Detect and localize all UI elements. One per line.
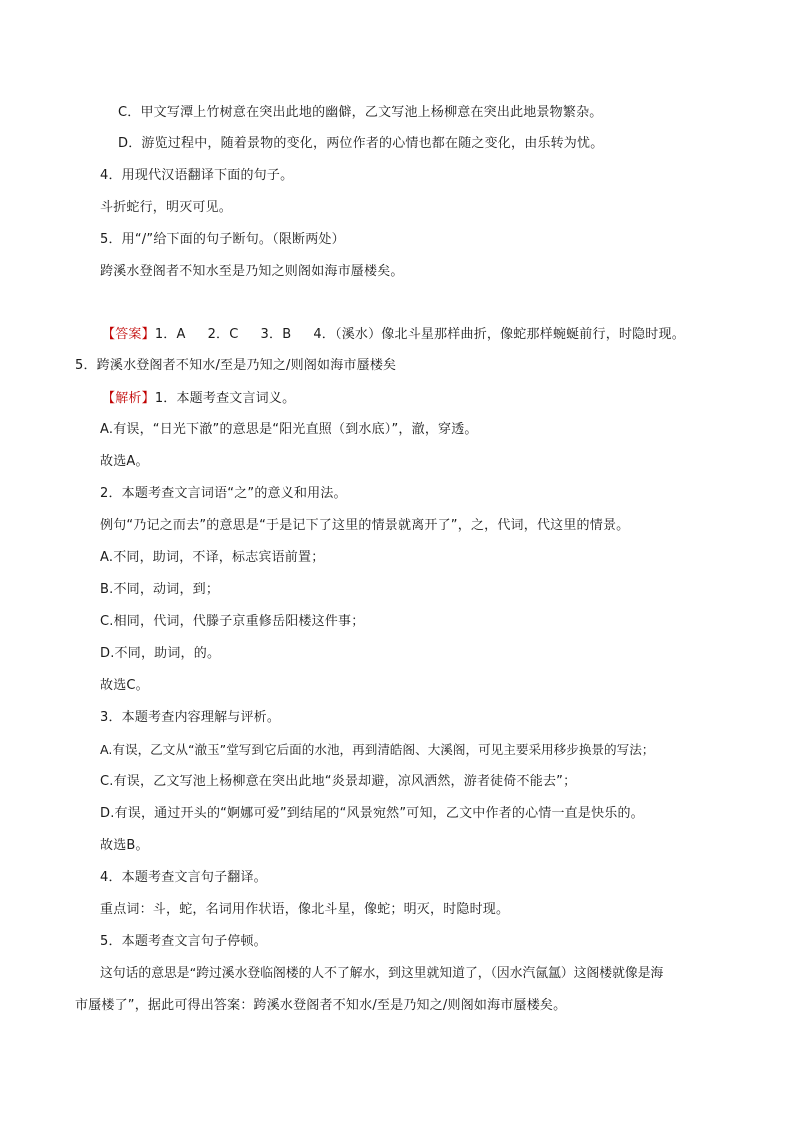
analysis-line-16: 4．本题考查文言句子翻译。	[100, 870, 267, 885]
analysis-tag: 【解析】	[102, 391, 155, 406]
analysis-line-6: A.不同，助词，不译，标志宾语前置；	[100, 550, 325, 565]
option-d: D．游览过程中，随着景物的变化，两位作者的心情也都在随之变化，由乐转为忧。	[118, 136, 604, 151]
analysis-line-8: C.相同，代词，代滕子京重修岳阳楼这件事；	[100, 614, 365, 629]
analysis-line-12: A.有误，乙文从“澈玉”堂写到它后面的水池，再到清皓阁、大溪阁，可见主要采用移步换景的写法；	[100, 742, 655, 757]
analysis-line-1	[102, 389, 295, 409]
answer-line	[102, 325, 685, 345]
answer-5: 5．跨溪水登阁者不知水/至是乃知之/则阁如海市蜃楼矣	[75, 358, 397, 373]
analysis-line-18: 5．本题考查文言句子停顿。	[100, 934, 267, 949]
analysis-line-17: 重点词：斗，蛇，名词用作状语，像北斗星，像蛇；明灭，时隐时现。	[100, 902, 510, 917]
analysis-line-13: C.有误，乙文写池上杨柳意在突出此地“炎景却避，凉风洒然，游者徒倚不能去”；	[100, 774, 577, 789]
analysis-line-11: 3．本题考查内容理解与评析。	[100, 710, 281, 725]
analysis-line-14: D.有误，通过开头的“婀娜可爱”到结尾的“风景宛然”可知，乙文中作者的心情一直是快乐的。	[100, 806, 644, 821]
analysis-text-1: 1．本题考查文言词义。	[154, 391, 296, 406]
analysis-line-9: D.不同，助词，的。	[100, 646, 221, 661]
answer-4: 4．（溪水）像北斗星那样曲折，像蛇那样蜿蜒前行，时隐时现。	[313, 327, 685, 342]
analysis-line-20: 市蜃楼了”，据此可得出答案：跨溪水登阁者不知水/至是乃知之/则阁如海市蜃楼矣。	[75, 998, 567, 1013]
analysis-line-3: 故选A。	[100, 454, 149, 469]
analysis-line-19: 这句话的意思是“跨过溪水登临阁楼的人不了解水，到这里就知道了，（因水汽氤氲）这阁楼就像是海	[100, 966, 664, 981]
question-4-title: 4．用现代汉语翻译下面的句子。	[100, 168, 294, 183]
answer-tag: 【答案】	[102, 327, 155, 342]
answer-3: 3．B	[260, 327, 292, 342]
question-5-title: 5．用“/”给下面的句子断句。（限断两处）	[100, 232, 345, 247]
analysis-line-15: 故选B。	[100, 838, 149, 853]
analysis-line-7: B.不同，动词，到；	[100, 582, 220, 597]
analysis-line-4: 2．本题考查文言词语“之”的意义和用法。	[100, 486, 347, 501]
question-5-sentence: 跨溪水登阁者不知水至是乃知之则阁如海市蜃楼矣。	[100, 264, 404, 279]
answer-1: 1．A	[154, 327, 186, 342]
question-4-sentence: 斗折蛇行，明灭可见。	[100, 200, 233, 215]
answer-2: 2．C	[207, 327, 239, 342]
analysis-line-10: 故选C。	[100, 678, 149, 693]
option-c: C．甲文写潭上竹树意在突出此地的幽僻，乙文写池上杨柳意在突出此地景物繁杂。	[118, 105, 603, 120]
analysis-line-2: A.有误，“日光下澈”的意思是“阳光直照（到水底）”，澈，穿透。	[100, 422, 478, 437]
analysis-line-5: 例句“乃记之而去”的意思是“于是记下了这里的情景就离开了”，之，代词，代这里的情景。	[100, 518, 630, 533]
